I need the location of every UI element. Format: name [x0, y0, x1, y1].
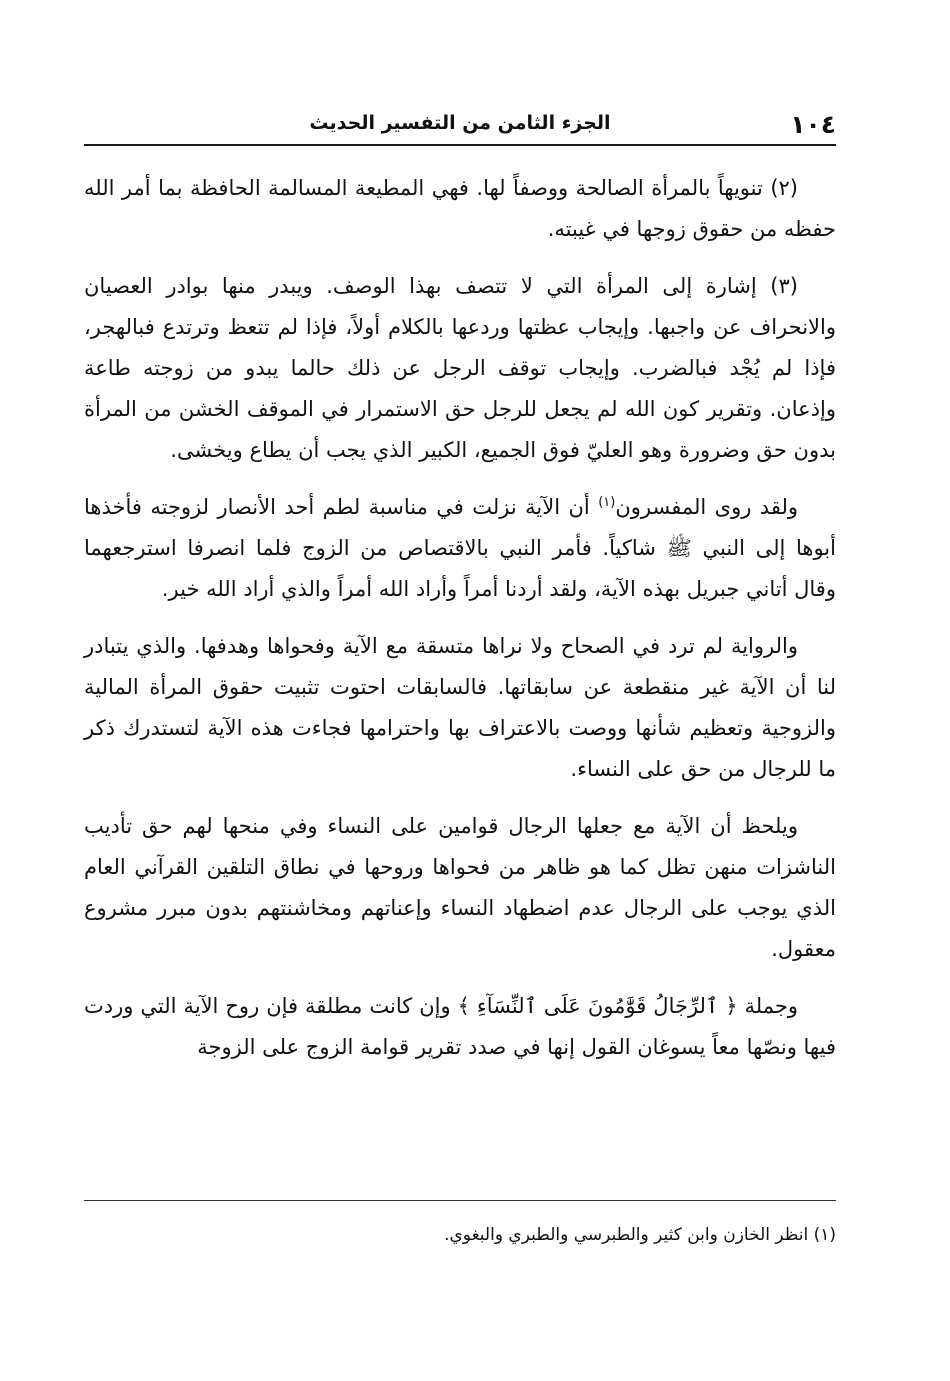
- paragraph-4: والرواية لم ترد في الصحاح ولا نراها متسقة مع الآية وفحواها وهدفها. والذي يتبادر لنا أن الآية غير منقطعة عن سابقاتها. فالسابقات احتوت تثبيت حقوق المرأة المالية والزوجية وتعظيم شأنها ووصت بالاعتراف بها واحترامها فجاءت هذه الآية لتستدرك ذكر ما للرجال من حق على النساء.: [84, 634, 836, 781]
- page-header: [84, 104, 836, 146]
- paragraph-2: (٣) إشارة إلى المرأة التي لا تتصف بهذا الوصف. ويبدر منها بوادر العصيان والانحراف عن واجبها. وإيجاب عظتها وردعها بالكلام أولاً، فإذا لم تتعظ وترتدع فبالهجر، فإذا لم يُجْد فبالضرب. وإيجاب توقف الرجل عن ذلك حالما يبدو من زوجته طاعة وإذعان. وتقرير كون الله لم يجعل للرجل حق الاستمرار في الموقف الخشن من المرأة بدون حق وضرورة وهو العليّ فوق الجميع، الكبير الذي يجب أن يطاع ويخشى.: [84, 274, 836, 462]
- page-number: ١٠٤: [790, 110, 836, 139]
- paragraph-6: وجملة ﴿ ٱلرِّجَالُ قَوَّٰمُونَ عَلَى ٱلنِّسَآءِ ﴾ وإن كانت مطلقة فإن روح الآية التي وردت فيها ونصّها معاً يسوغان القول إنها في صدد تقرير قوامة الزوج على الزوجة: [84, 994, 836, 1059]
- footnote-divider: [84, 1200, 836, 1201]
- page-body: [84, 168, 836, 1084]
- paragraph-1: (٢) تنويهاً بالمرأة الصالحة ووصفاً لها. فهي المطيعة المسالمة الحافظة بما أمر الله حفظه من حقوق زوجها في غيبته.: [84, 176, 836, 241]
- footnotes: [84, 1220, 836, 1250]
- paragraph-3-start: ولقد روى المفسرون: [615, 495, 798, 519]
- footnote-reference: (١): [598, 495, 616, 510]
- paragraph-5: ويلحظ أن الآية مع جعلها الرجال قوامين على النساء وفي منحها لهم حق تأديب الناشزات منهن تظل كما هو ظاهر من فحواها وروحها في نطاق التلقين القرآني العام الذي يوجب على الرجال عدم اضطهاد النساء وإعناتهم ومخاشنتهم بدون مبرر مشروع معقول.: [84, 814, 836, 961]
- paragraph-3: [84, 487, 836, 610]
- paragraph-3-rest: أن الآية نزلت في مناسبة لطم أحد الأنصار لزوجته فأخذها أبوها إلى النبي ﷺ شاكياً. فأمر النبي بالاقتصاص من الزوج فلما انصرفا استرجعهما وقال أتاني جبريل بهذه الآية، ولقد أردنا أمراً وأراد الله أمراً والذي أراد الله خير.: [84, 495, 836, 601]
- running-title: الجزء الثامن من التفسير الحديث: [309, 112, 611, 134]
- footnote-1: (١) انظر الخازن وابن كثير والطبرسي والطبري والبغوي.: [444, 1225, 836, 1245]
